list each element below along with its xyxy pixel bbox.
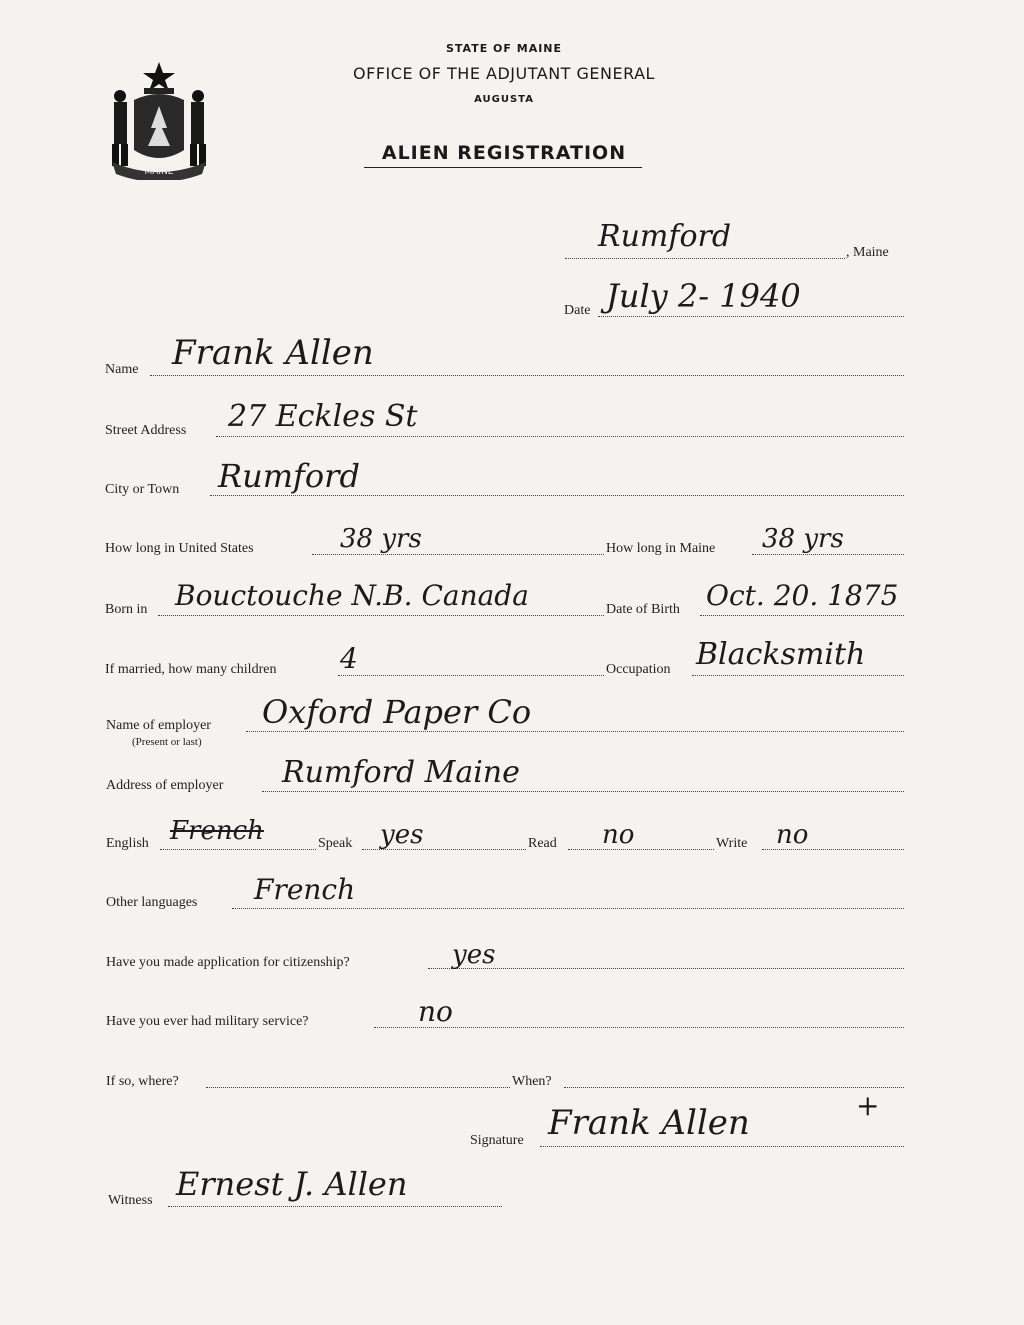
employer-line [246,731,904,732]
employer-address-label: Address of employer [106,778,224,793]
name-value: Frank Allen [172,333,374,373]
dob-line [700,615,904,616]
other-languages-label: Other languages [106,895,198,910]
military-value: no [418,995,453,1028]
city-line [210,495,904,496]
english-line [160,849,316,850]
occupation-value: Blacksmith [696,637,866,672]
when-line [564,1087,904,1088]
write-label: Write [716,836,748,851]
header-state: STATE OF MAINE [445,42,563,55]
header-office: OFFICE OF THE ADJUTANT GENERAL [353,64,655,83]
citizenship-value: yes [452,940,496,970]
born-line [158,615,604,616]
when-label: When? [512,1074,552,1089]
us-duration-label: How long in United States [105,541,254,556]
read-label: Read [528,836,557,851]
place-value: Rumford [598,219,732,254]
citizenship-label: Have you made application for citizenship? [106,955,350,970]
date-line [598,316,904,317]
read-line [568,849,714,850]
citizenship-line [428,968,904,969]
dob-value: Oct. 20. 1875 [706,579,899,612]
speak-value: yes [380,820,424,850]
read-value: no [602,820,635,850]
city-value: Rumford [218,457,360,495]
date-label: Date [564,303,591,318]
title-underline [364,167,642,168]
employer-value: Oxford Paper Co [262,693,532,731]
form-title: ALIEN REGISTRATION [381,142,627,164]
signature-mark: + [856,1089,880,1122]
place-suffix: , Maine [846,245,889,260]
witness-line [168,1206,502,1207]
street-value: 27 Eckles St [228,399,418,434]
born-label: Born in [105,602,148,617]
military-line [374,1027,904,1028]
witness-value: Ernest J. Allen [176,1165,408,1203]
street-line [216,436,904,437]
employer-label: Name of employer [106,718,211,733]
date-value: July 2- 1940 [606,277,801,315]
dob-label: Date of Birth [606,602,680,617]
name-line [150,375,904,376]
speak-label: Speak [318,836,353,851]
occupation-label: Occupation [606,662,671,677]
header-city: AUGUSTA [474,94,534,105]
witness-label: Witness [108,1193,153,1208]
other-languages-line [232,908,904,909]
employer-address-line [262,791,904,792]
maine-duration-label: How long in Maine [606,541,716,556]
born-value: Bouctouche N.B. Canada [175,579,529,612]
signature-value: Frank Allen [548,1103,750,1143]
children-label: If married, how many children [105,662,277,677]
english-label: English [106,836,149,851]
maine-duration-line [752,554,904,555]
employer-address-value: Rumford Maine [282,755,520,790]
place-line [565,258,845,259]
signature-line [540,1146,904,1147]
maine-duration-value: 38 yrs [762,524,844,554]
occupation-line [692,675,904,676]
city-label: City or Town [105,482,180,497]
signature-label: Signature [470,1133,524,1148]
military-label: Have you ever had military service? [106,1014,309,1029]
us-duration-value: 38 yrs [340,524,422,554]
children-value: 4 [340,642,358,675]
employer-sublabel: (Present or last) [132,736,202,748]
name-label: Name [105,362,139,377]
write-value: no [776,820,809,850]
where-line [206,1087,510,1088]
us-duration-line [312,554,604,555]
seal-text: MAINE [144,167,174,177]
other-languages-value: French [254,873,356,906]
street-label: Street Address [105,423,187,438]
children-line [338,675,604,676]
english-value: French [170,816,264,846]
where-label: If so, where? [106,1074,179,1089]
